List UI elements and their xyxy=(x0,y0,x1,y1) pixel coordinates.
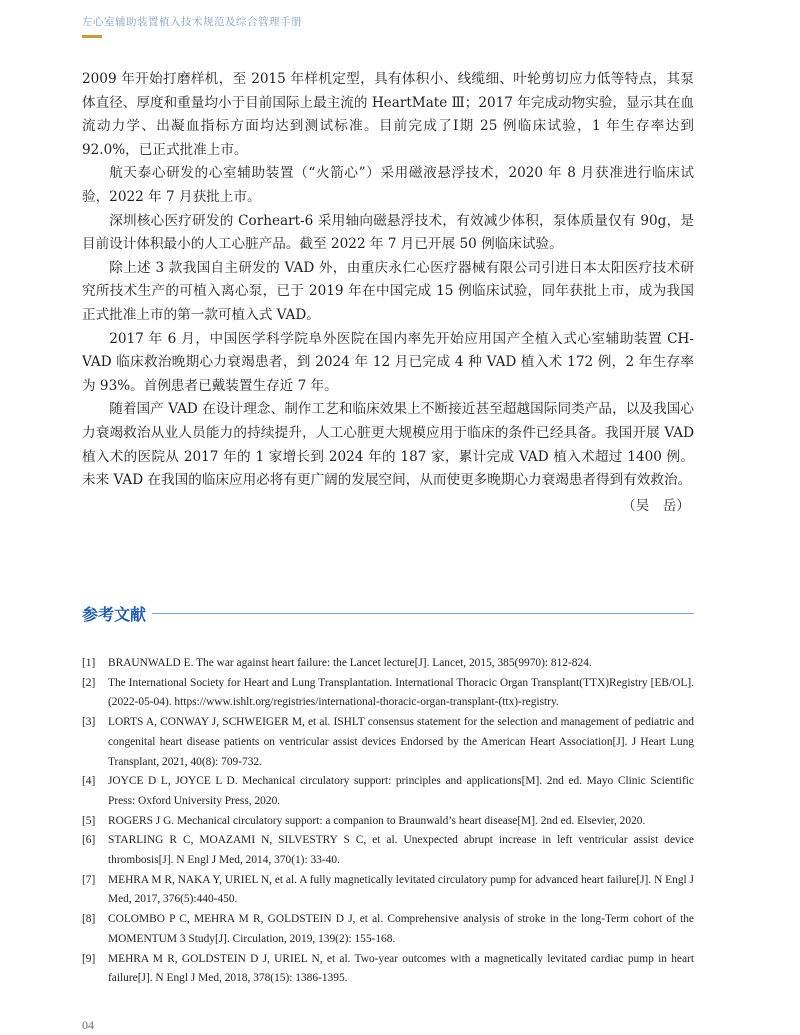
reference-item xyxy=(82,950,694,989)
reference-item xyxy=(82,654,694,674)
references-title: 参考文献 xyxy=(82,604,147,624)
reference-text: COLOMBO P C, MEHRA M R, GOLDSTEIN D J, et al. Comprehensive analysis of stroke in the long-Term cohort of the MOMENTUM 3 Study[J]. Circulation, 2019, 139(2): 155-168. xyxy=(108,913,694,945)
reference-text: The International Society for Heart and Lung Transplantation. International Thoracic Organ Transplant(TTX)Registry [EB/OL]. (2022-05-04). https://www.ishlt.org/registries/international-thoracic-organ-transplant-(ttx)-registry. xyxy=(108,676,694,709)
references-rule xyxy=(152,613,694,614)
running-header xyxy=(82,14,722,40)
reference-number: [6] xyxy=(82,834,96,847)
reference-text: JOYCE D L, JOYCE L D. Mechanical circulatory support: principles and applications[M]. 2nd ed. Mayo Clinic Scientific Press: Oxford University Press, 2020. xyxy=(108,775,694,807)
reference-number: [9] xyxy=(82,952,96,965)
reference-text: MEHRA M R, GOLDSTEIN D J, URIEL N, et al. Two-year outcomes with a magnetically levitated cardiac pump in heart failure[J]. N Engl J Med, 2018, 378(15): 1386-1395. xyxy=(108,952,694,985)
reference-item xyxy=(82,812,694,832)
references-heading xyxy=(82,600,694,626)
reference-item xyxy=(82,713,694,772)
reference-item xyxy=(82,831,694,870)
reference-text: ROGERS J G. Mechanical circulatory support: a companion to Braunwald’s heart disease[M]. 2nd ed. Elsevier, 2020. xyxy=(108,814,646,827)
main-body-text xyxy=(82,68,694,518)
paragraph-rocket-heart: 航天泰心研发的心室辅助装置（“火箭心”）采用磁液悬浮技术，2020 年 8 月获准进行临床试验，2022 年 7 月获批上市。 xyxy=(82,165,694,205)
reference-number: [5] xyxy=(82,814,96,827)
reference-item xyxy=(82,674,694,713)
reference-text: MEHRA M R, NAKA Y, URIEL N, et al. A fully magnetically levitated circulatory pump for advanced heart failure[J]. N Engl J Med, 2017, 376(5):440-450. xyxy=(108,873,694,906)
reference-number: [8] xyxy=(82,913,96,926)
page-number: 04 xyxy=(82,1018,94,1032)
reference-item xyxy=(82,910,694,949)
header-accent-bar xyxy=(82,35,102,38)
paragraph-outlook: 随着国产 VAD 在设计理念、制作工艺和临床效果上不断接近甚至超越国际同类产品，以及我国心力衰竭救治从业人员能力的持续提升，人工心脏更大规模应用于临床的条件已经具备。我国开展 VAD 植入术的医院从 2017 年的 1 家增长到 2024 年的 187 家，累计完成 VAD 植入术超过 1400 例。未来 VAD 在我国的临床应用必将有更广阔的发展空间，从而使更多晚期心力衰竭患者得到有效救治。 xyxy=(82,401,694,489)
reference-item xyxy=(82,772,694,811)
paragraph-corheart: 深圳核心医疗研发的 Corheart-6 采用轴向磁悬浮技术，有效减少体积，泵体质量仅有 90g，是目前设计体积最小的人工心脏产品。截至 2022 年 7 月已开展 50 例临床试验。 xyxy=(82,212,694,253)
reference-number: [3] xyxy=(82,716,96,729)
running-header-title: 左心室辅助装置植入技术规范及综合管理手册 xyxy=(82,16,302,28)
reference-number: [1] xyxy=(82,657,96,669)
paragraph-continued: 2009 年开始打磨样机，至 2015 年样机定型，具有体积小、线缆细、叶轮剪切应力低等特点，其泵体直径、厚度和重量均小于目前国际上最主流的 HeartMate Ⅲ；2017 年完成动物实验，显示其在血流动力学、出凝血指标方面均达到测试标准。目前完成了Ⅰ期 25 例临床试验，1 年生存率达到 92.0%，已正式批准上市。 xyxy=(82,71,694,158)
reference-text: STARLING R C, MOAZAMI N, SILVESTRY S C, et al. Unexpected abrupt increase in left ventricular assist device thrombosis[J]. N Engl J Med, 2014, 370(1): 33-40. xyxy=(108,834,694,867)
author-signature: （吴 岳） xyxy=(622,497,690,514)
reference-text: BRAUNWALD E. The war against heart failure: the Lancet lecture[J]. Lancet, 2015, 385(9970): 812-824. xyxy=(108,657,592,669)
reference-number: [2] xyxy=(82,676,96,689)
reference-item xyxy=(82,871,694,910)
paragraph-imported-pump: 除上述 3 款我国自主研发的 VAD 外，由重庆永仁心医疗器械有限公司引进日本太阳医疗技术研究所技术生产的可植入离心泵，已于 2019 年在中国完成 15 例临床试验，同年获批上市，成为我国正式批准上市的第一款可植入式 VAD。 xyxy=(82,259,694,323)
reference-text: LORTS A, CONWAY J, SCHWEIGER M, et al. ISHLT consensus statement for the selection and management of pediatric and congenital heart disease patients on ventricular assist devices Endorsed by the American Heart Association[J]. J Heart Lung Transplant, 2021, 40(8): 709-732. xyxy=(108,716,694,768)
paragraph-fuwai-hospital: 2017 年 6 月，中国医学科学院阜外医院在国内率先开始应用国产全植入式心室辅助装置 CH-VAD 临床救治晚期心力衰竭患者，到 2024 年 12 月已完成 4 种 VAD 植入术 172 例，2 年生存率为 93%。首例患者已戴装置生存近 7 年。 xyxy=(82,330,694,394)
reference-number: [7] xyxy=(82,873,96,886)
reference-list xyxy=(82,654,694,989)
reference-number: [4] xyxy=(82,775,96,788)
